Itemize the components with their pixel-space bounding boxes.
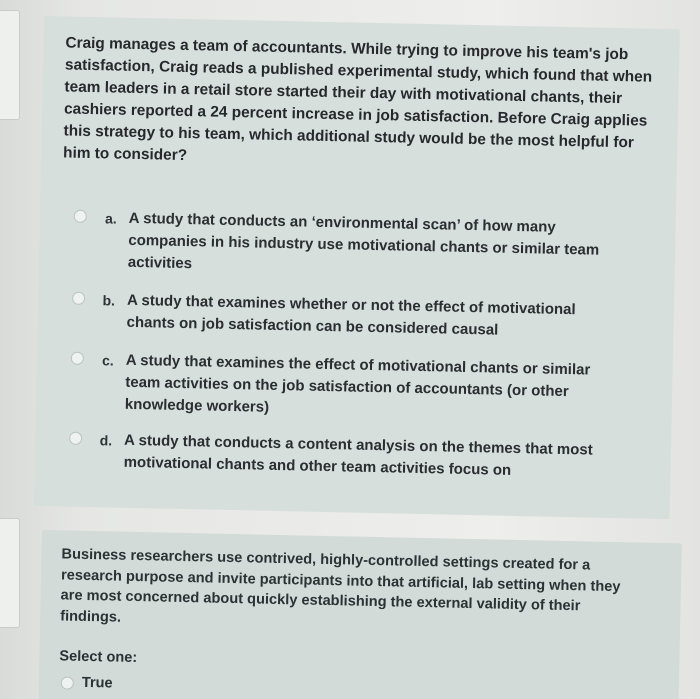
option-text: A study that examines the effect of motivational chants or similar team activities on the job satisfaction of accountants (or other knowledge workers) [124,351,591,416]
question-card [34,16,680,519]
option-text: A study that examines whether or not the effect of motivational chants on job satisfaction can be considered causal [126,291,576,339]
radio-button[interactable] [61,676,74,689]
question-text: Business researchers use contrived, highly-controlled settings created for a research purpose and invite participants into that artificial, lab setting when they are most concerned about quickly establishing the external validity of their findings. [60,546,621,626]
left-nav-tab [0,518,20,628]
select-one-label: Select one: [59,648,138,667]
radio-button[interactable] [69,432,82,445]
radio-button[interactable] [71,352,84,365]
answer-option-a[interactable] [73,207,634,285]
option-letter: c. [101,352,114,369]
radio-button[interactable] [74,210,87,223]
question-text: Craig manages a team of accountants. While trying to improve his team's job satisfaction, Craig reads a published experimental study, which found that when team leaders in a retail store started their day with motivational chants, their cashiers reported a 24 percent increase in job satisfaction. Before Craig applies this strategy to his team, which additional study would be the most helpful for him to consider? [62,34,653,165]
answer-option-c[interactable] [70,349,631,427]
option-text: True [81,674,113,692]
option-text: A study that conducts a content analysis on the themes that most motivational chants and other team activities focus on [123,431,593,479]
option-letter: d. [99,432,113,449]
answer-option-true[interactable] [61,674,113,691]
answer-option-b[interactable] [71,289,632,345]
left-nav-tab [0,10,20,120]
option-letter: b. [102,292,116,309]
question-card [38,530,682,699]
option-letter: a. [104,210,117,227]
radio-button[interactable] [72,292,85,305]
answer-option-d[interactable] [68,429,629,485]
option-text: A study that conducts an ‘environmental scan’ of how many companies in his industry use motivational chants or similar team activities [127,209,600,273]
